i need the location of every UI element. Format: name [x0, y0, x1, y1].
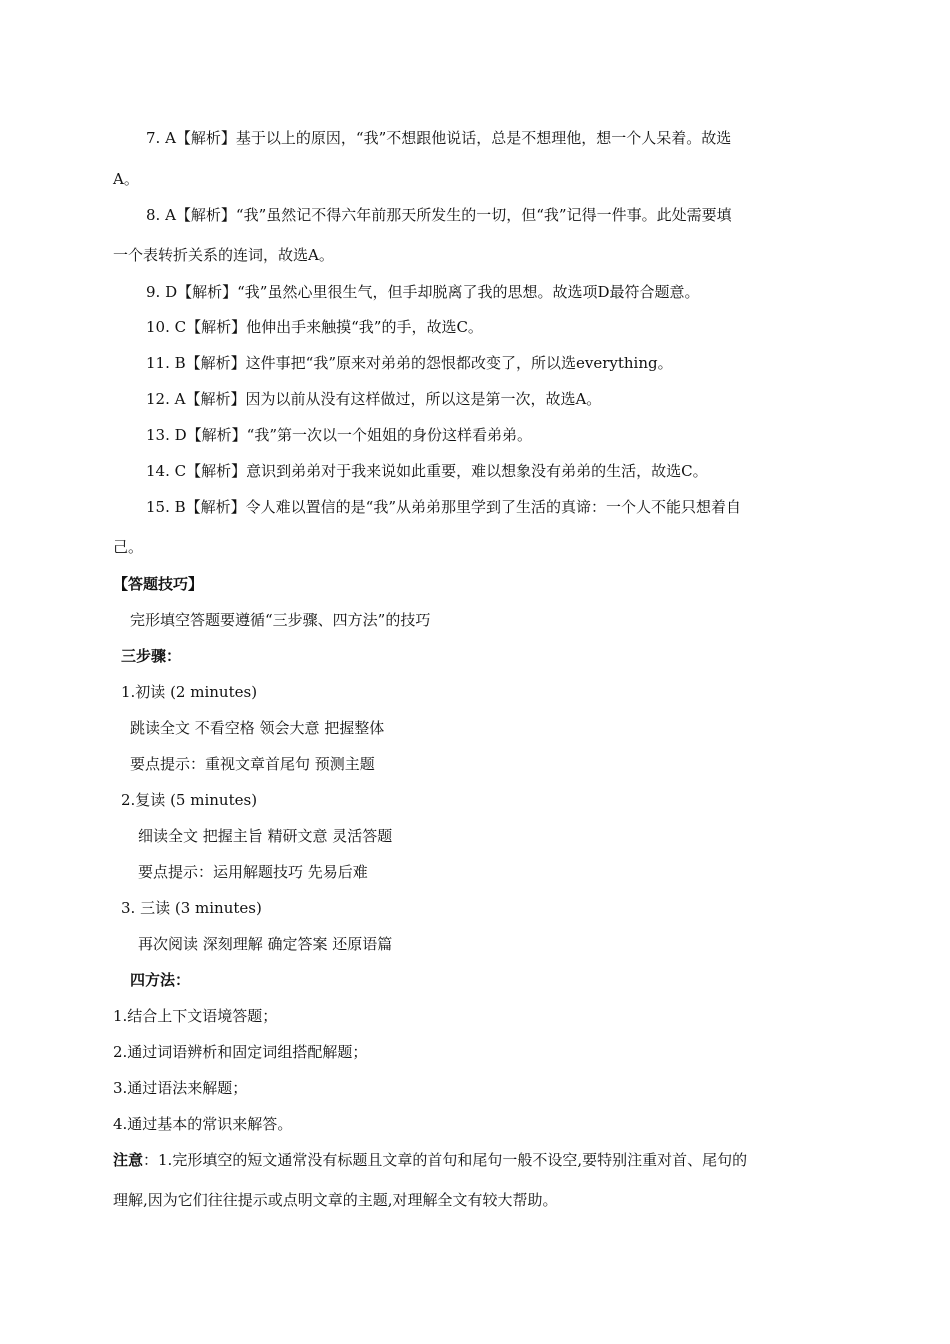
answer-15-line2: 己。	[113, 538, 144, 556]
note-text: ：1.完形填空的短文通常没有标题且文章的首句和尾句一般不设空,要特别注重对首、尾句的	[143, 1151, 748, 1169]
method-1: 1.结合上下文语境答题；	[113, 1007, 278, 1025]
note-line2: 理解,因为它们往往提示或点明文章的主题,对理解全文有较大帮助。	[113, 1191, 558, 1209]
answer-10: 10. C【解析】他伸出手来触摸“我”的手，故选C。	[146, 318, 483, 336]
step-2-title: 2.复读 (5 minutes)	[121, 791, 258, 809]
step-3-line1: 再次阅读 深刻理解 确定答案 还原语篇	[138, 935, 393, 953]
tips-heading: 【答题技巧】	[113, 575, 204, 593]
step-1-line1: 跳读全文 不看空格 领会大意 把握整体	[130, 719, 385, 737]
methods-heading: 四方法：	[130, 971, 191, 989]
answer-13: 13. D【解析】“我”第一次以一个姐姐的身份这样看弟弟。	[146, 426, 532, 444]
steps-heading: 三步骤：	[121, 647, 182, 665]
step-1-line2: 要点提示：重视文章首尾句 预测主题	[130, 755, 375, 773]
step-1-title: 1.初读 (2 minutes)	[121, 683, 258, 701]
answer-8-line2: 一个表转折关系的连词，故选A。	[113, 246, 334, 264]
method-4: 4.通过基本的常识来解答。	[113, 1115, 293, 1133]
step-3-title: 3. 三读 (3 minutes)	[121, 899, 262, 917]
step-2-line2: 要点提示：运用解题技巧 先易后难	[138, 863, 368, 881]
answer-7-line1: 7. A【解析】基于以上的原因，“我”不想跟他说话，总是不想理他，想一个人呆着。故选	[146, 129, 732, 147]
note-label: 注意	[113, 1151, 144, 1169]
tips-intro: 完形填空答题要遵循“三步骤、四方法”的技巧	[130, 611, 431, 629]
method-2: 2.通过词语辨析和固定词组搭配解题；	[113, 1043, 368, 1061]
answer-7-line2: A。	[113, 170, 139, 188]
answer-9: 9. D【解析】“我”虽然心里很生气，但手却脱离了我的思想。故选项D最符合题意。	[146, 283, 700, 301]
answer-11: 11. B【解析】这件事把“我”原来对弟弟的怨恨都改变了，所以选everything。	[146, 354, 673, 372]
answer-14: 14. C【解析】意识到弟弟对于我来说如此重要，难以想象没有弟弟的生活，故选C。	[146, 462, 708, 480]
method-3: 3.通过语法来解题；	[113, 1079, 248, 1097]
answer-8-line1: 8. A【解析】“我”虽然记不得六年前那天所发生的一切，但“我”记得一件事。此处需要填	[146, 206, 732, 224]
answer-15-line1: 15. B【解析】令人难以置信的是“我”从弟弟那里学到了生活的真谛：一个人不能只想着自	[146, 498, 741, 516]
note-line1	[113, 1150, 747, 1170]
step-2-line1: 细读全文 把握主旨 精研文意 灵活答题	[138, 827, 393, 845]
answer-12: 12. A【解析】因为以前从没有这样做过，所以这是第一次，故选A。	[146, 390, 602, 408]
